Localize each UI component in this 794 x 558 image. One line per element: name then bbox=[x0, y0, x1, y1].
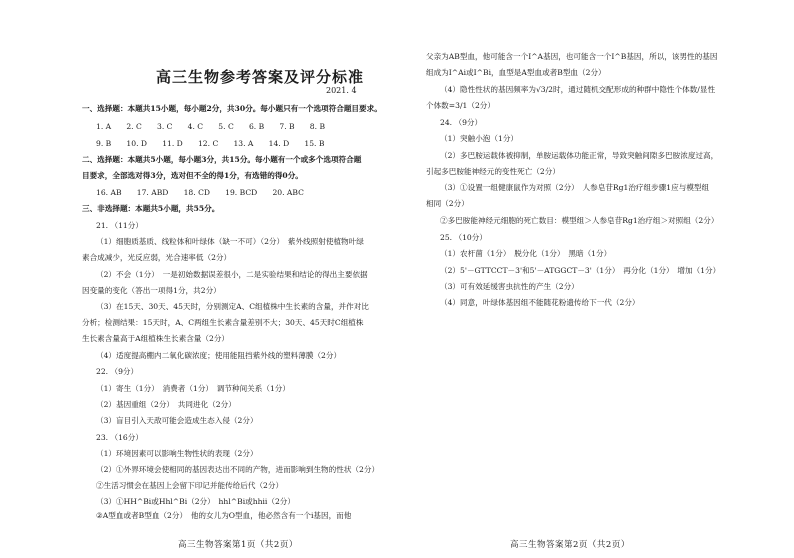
answer-line: （1）突触小泡（1分） bbox=[440, 134, 519, 143]
answer-line: （1）农杆菌（1分） 脱分化（1分） 黑暗（1分） bbox=[440, 249, 612, 258]
answer-row: 1. A 2. C 3. C 4. C 5. C 6. B 7. B 8. B bbox=[96, 122, 326, 131]
answer-line: （2）不会（1分） 一是初始数据误差很小，二是实验结果和结论的得出主要依据 bbox=[96, 270, 368, 279]
answer-line: （4）适度提高棚内二氧化碳浓度；使用能阻挡紫外线的塑料薄膜（2分） bbox=[96, 351, 342, 360]
answer-line: （2）5'－GTTCCT－3'和5'－ATGGCT－3'（1分） 再分化（1分） 增加（1分） bbox=[440, 266, 721, 275]
answer-line: 相同（2分） bbox=[426, 199, 469, 208]
page-footer: 高三生物答案第2页（共2页） bbox=[510, 540, 630, 550]
page-title: 高三生物参考答案及评分标准 bbox=[155, 68, 364, 86]
answer-line: 因变量的变化（答出一项得1分，共2分） bbox=[82, 286, 221, 295]
answer-line: ②A型血或者B型血（2分） 他的女儿为O型血，他必然含有一个i基因，而他 bbox=[96, 511, 352, 520]
section-heading-2: 二、选择题：本题共5小题，每小题3分，共15分。每小题有一个或多个选项符合题 bbox=[82, 155, 362, 164]
question-heading: 24. （9分） bbox=[440, 118, 483, 127]
answer-line: （3）在15天、30天、45天时，分别测定A、C组植株中生长素的含量，并作对比 bbox=[96, 302, 369, 311]
answer-line: （4）同意，叶绿体基因组不能随花粉遗传给下一代（2分） bbox=[440, 298, 640, 307]
section-heading-2-cont: 目要求，全部选对得3分，选对但不全的得1分，有选错的得0分。 bbox=[82, 171, 303, 180]
answer-line: （3）①设置一组健康鼠作为对照（2分） 人参皂苷Rg1治疗组步骤1应与模型组 bbox=[440, 183, 710, 192]
answer-line: ②生活习惯会在基因上会留下印记并能传给后代（2分） bbox=[96, 481, 284, 490]
answer-line: 组成为I^Ai或I^Bi，血型是A型血或者B型血（2分） bbox=[426, 68, 606, 77]
answer-line: 引起多巴胺能神经元的变性死亡（2分） bbox=[426, 167, 560, 176]
page-footer: 高三生物答案第1页（共2页） bbox=[178, 540, 298, 550]
answer-line: （2）基因重组（2分） 共同进化（2分） bbox=[96, 400, 236, 409]
document-date: 2021. 4 bbox=[326, 86, 357, 95]
answer-row: 16. AB 17. ABD 18. CD 19. BCD 20. ABC bbox=[96, 188, 304, 197]
answer-line: （2）多巴胺运载体被抑制，单胺运载体功能正常，导致突触间隙多巴胺浓度过高， bbox=[440, 151, 719, 160]
answer-line: （1）环境因素可以影响生物性状的表现（2分） bbox=[96, 449, 258, 458]
answer-line: 素合成减少，光反应弱，光合速率低（2分） bbox=[82, 253, 232, 262]
answer-line: 个体数=3/1（2分） bbox=[426, 101, 495, 110]
answer-line: 父亲为AB型血，他可能含一个I^A基因，也可能含一个I^B基因，所以，该男性的基因 bbox=[426, 52, 718, 61]
answer-line: （3）盲目引入天敌可能会造成生态入侵（2分） bbox=[96, 416, 258, 425]
answer-line: （2）①外界环境会使相同的基因表达出不同的产物，进而影响到生物的性状（2分） bbox=[96, 465, 380, 474]
answer-line: （3）可有效延缓害虫抗性的产生（2分） bbox=[440, 282, 579, 291]
page-right bbox=[400, 0, 794, 558]
answer-line: ②多巴胺能神经元细胞的死亡数目：模型组＞人参皂苷Rg1治疗组＞对照组（2分） bbox=[440, 216, 719, 225]
answer-line: （1）寄生（1分） 消费者（1分） 调节种间关系（1分） bbox=[96, 384, 290, 393]
answer-row: 9. B 10. D 11. D 12. C 13. A 14. D 15. B bbox=[96, 139, 325, 148]
answer-line: （4）隐性性状的基因频率为√3/2时，通过随机交配形成的种群中隐性个体数/显性 bbox=[440, 85, 716, 94]
section-heading-1: 一、选择题：本题共15小题，每小题2分，共30分。每小题只有一个选项符合题目要求。 bbox=[82, 104, 382, 113]
question-heading: 25. （10分） bbox=[440, 233, 487, 242]
question-heading: 21. （11分） bbox=[96, 221, 143, 230]
question-heading: 22. （9分） bbox=[96, 367, 139, 376]
answer-line: 分析；检测结果：15天时，A、C两组生长素含量差别不大；30天、45天时C组植株 bbox=[82, 318, 364, 327]
answer-line: 生长素含量高于A组植株生长素含量（2分） bbox=[82, 334, 230, 343]
question-heading: 23. （16分） bbox=[96, 433, 143, 442]
section-heading-3: 三、非选择题：本题共5小题，共55分。 bbox=[82, 204, 220, 213]
answer-line: （3）①HH^Bi或Hhl^Bi（2分） hhl^Bi或hhii（2分） bbox=[96, 497, 295, 506]
answer-line: （1）细胞质基质、线粒体和叶绿体（缺一不可）（2分） 紫外线照射使植物叶绿 bbox=[96, 237, 364, 246]
